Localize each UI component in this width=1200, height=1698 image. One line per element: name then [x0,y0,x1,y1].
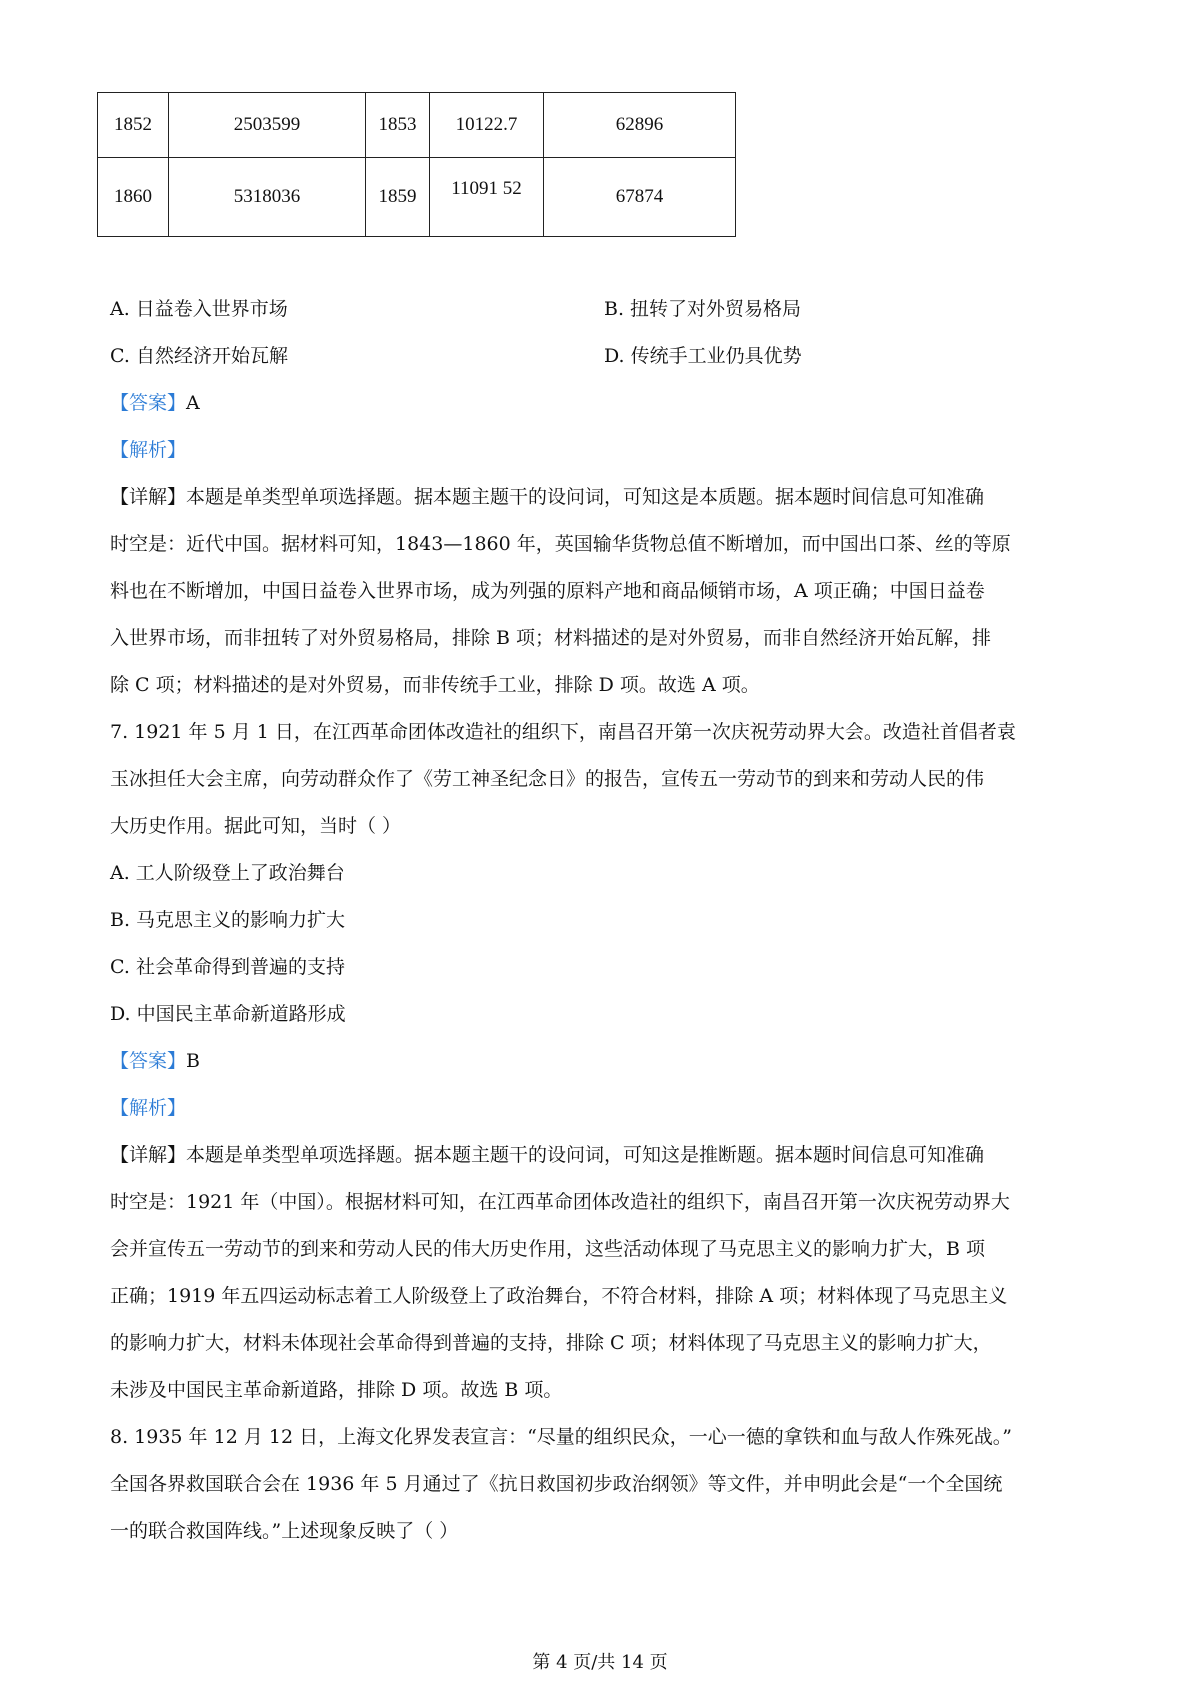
analysis-tag: 【解析】 [110,439,187,461]
stem-line: 8. 1935 年 12 月 12 日，上海文化界发表宣言：“尽量的组织民众，一心一德的拿铁和血与敌人作殊死战。” [110,1426,1013,1448]
answer-tag: 【答案】 [110,1050,187,1072]
table-row [98,93,736,158]
stem-line: 全国各界救国联合会在 1936 年 5 月通过了《抗日救国初步政治纲领》等文件，并申明此会是“一个全国统 [110,1473,1003,1495]
q7-option-c: C. 社会革命得到普遍的支持 [110,956,345,978]
answer-tag: 【答案】 [110,392,187,414]
answer-value: A [186,392,200,414]
page-footer: 第 4 页/共 14 页 [532,1652,668,1673]
table-cell: 62896 [544,93,736,158]
q6-option-a: A. 日益卷入世界市场 [110,298,288,320]
detail-line: 未涉及中国民主革命新道路，排除 D 项。故选 B 项。 [110,1379,563,1401]
q6-option-d: D. 传统手工业仍具优势 [604,345,802,367]
table-cell: 67874 [544,158,736,237]
answer-value: B [186,1050,200,1072]
detail-tag: 【详解】 [110,486,187,508]
table-cell: 10122.7 [430,93,544,158]
detail-line: 除 C 项；材料描述的是对外贸易，而非传统手工业，排除 D 项。故选 A 项。 [110,674,760,696]
table-cell [430,158,544,237]
table-cell-text: 11091 52 [451,178,522,199]
stem-line: 大历史作用。据此可知，当时（ ） [110,815,402,837]
q6-answer [110,394,200,413]
stem-line: 一的联合救国阵线。”上述现象反映了（ ） [110,1520,459,1542]
table-cell: 1859 [366,158,430,237]
q6-analysis-heading [110,441,186,460]
detail-line: 时空是：1921 年（中国）。根据材料可知，在江西革命团体改造社的组织下，南昌召开第一次庆祝劳动界大 [110,1191,1010,1213]
q6-option-b: B. 扭转了对外贸易格局 [604,298,802,320]
detail-line: 正确；1919 年五四运动标志着工人阶级登上了政治舞台，不符合材料，排除 A 项；材料体现了马克思主义 [110,1285,1008,1307]
q7-option-a: A. 工人阶级登上了政治舞台 [110,862,345,884]
detail-line: 入世界市场，而非扭转了对外贸易格局，排除 B 项；材料描述的是对外贸易，而非自然经济开始瓦解，排 [110,627,992,649]
detail-tag: 【详解】 [110,1144,187,1166]
q7-option-b: B. 马克思主义的影响力扩大 [110,909,346,931]
stem-line: 玉冰担任大会主席，向劳动群众作了《劳工神圣纪念日》的报告，宣传五一劳动节的到来和劳动人民的伟 [110,768,985,790]
detail-line: 会并宣传五一劳动节的到来和劳动人民的伟大历史作用，这些活动体现了马克思主义的影响力扩大，B 项 [110,1238,986,1260]
table-cell: 1852 [98,93,169,158]
table-cell: 2503599 [169,93,366,158]
table-cell: 1853 [366,93,430,158]
table-cell: 5318036 [169,158,366,237]
q7-answer [110,1052,200,1071]
detail-line: 时空是：近代中国。据材料可知，1843—1860 年，英国输华货物总值不断增加，而中国出口茶、丝的等原 [110,533,1011,555]
table-row [98,158,736,237]
trade-data-table [97,92,736,237]
table-cell: 1860 [98,158,169,237]
analysis-tag: 【解析】 [110,1097,187,1119]
q6-option-c: C. 自然经济开始瓦解 [110,345,288,367]
detail-line: 本题是单类型单项选择题。据本题主题干的设问词，可知这是推断题。据本题时间信息可知准确 [186,1144,985,1166]
q7-analysis-heading [110,1099,186,1118]
stem-line: 7. 1921 年 5 月 1 日，在江西革命团体改造社的组织下，南昌召开第一次庆祝劳动界大会。改造社首倡者袁 [110,721,1016,743]
detail-line: 本题是单类型单项选择题。据本题主题干的设问词，可知这是本质题。据本题时间信息可知准确 [186,486,985,508]
detail-line: 的影响力扩大，材料未体现社会革命得到普遍的支持，排除 C 项；材料体现了马克思主义的影响力扩大， [110,1332,992,1354]
q7-option-d: D. 中国民主革命新道路形成 [110,1003,346,1025]
detail-line: 料也在不断增加，中国日益卷入世界市场，成为列强的原料产地和商品倾销市场，A 项正确；中国日益卷 [110,580,985,602]
